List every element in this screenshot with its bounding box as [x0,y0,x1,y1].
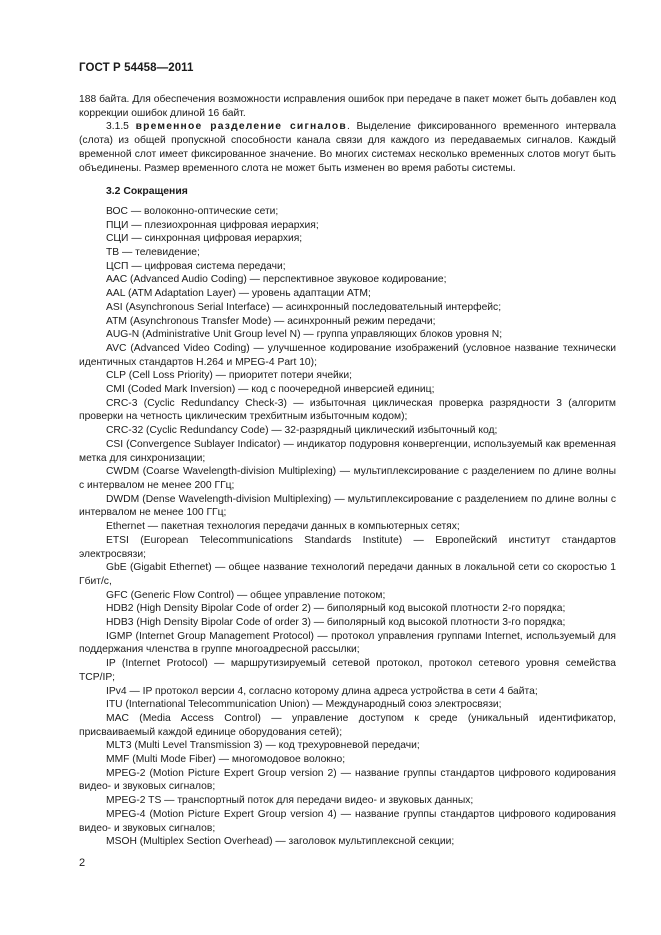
abbreviation-item: MPEG-4 (Motion Picture Expert Group version 4) — название группы стандартов цифрового кодирования видео- и звуковых сигналов; [79,808,616,834]
page-body [79,93,616,849]
abbreviation-item: GFC (Generic Flow Control) — общее управление потоком; [106,589,386,601]
abbreviation-item: ITU (International Telecommunication Union) — Международный союз электросвязи; [106,699,502,711]
clause-number: 3.1.5 [106,121,136,133]
page-number: 2 [79,857,86,869]
abbreviation-item: HDB2 (High Density Bipolar Code of order 2) — биполярный код высокой плотности 2-го порядка; [106,603,566,615]
abbreviation-item: CLP (Cell Loss Priority) — приоритет потери ячейки; [106,370,352,382]
abbreviation-item: DWDM (Dense Wavelength-division Multiplexing) — мультиплексирование с разделением по длине волны с интервалом не менее 100 ГГц; [79,493,616,519]
abbreviation-item: CSI (Convergence Sublayer Indicator) — индикатор подуровня конвергенции, используемый как временная метка для синхронизации; [79,438,616,464]
abbreviation-item: ETSI (European Telecommunications Standards Institute) — Европейский институт стандартов электросвязи; [79,534,616,560]
abbreviation-item: ЦСП — цифровая система передачи; [106,260,286,272]
definition-text: . Выделение фиксированного временного интервала (слота) из общей пропускной способности канала связи для каждого из передаваемых сигналов. Каждый временной слот имеет фиксированное значение. Во многих системах несколько временных слотов могут быть объединены. Размер временного слота не может быть изменен во время работы системы. [79,121,616,174]
abbreviation-item: MPEG-2 TS — транспортный поток для передачи видео- и звуковых данных; [106,795,474,807]
abbreviation-item: AAL (ATM Adaptation Layer) — уровень адаптации ATM; [106,288,371,300]
continuation-paragraph: 188 байта. Для обеспечения возможности исправления ошибок при передаче в пакет может быть добавлен код коррекции ошибок длиной 16 байт. [79,94,616,119]
abbreviation-item: ТВ — телевидение; [106,247,200,259]
abbreviation-item: MAC (Media Access Control) — управление доступом к среде (уникальный идентификатор, присваиваемый каждой единице оборудования сетей); [79,712,616,738]
abbreviation-item: IGMP (Internet Group Management Protocol) — протокол управления группами Internet, используемый для поддержания членства в группе многоадресной рассылки; [79,630,616,656]
document-header: ГОСТ Р 54458—2011 [79,62,194,74]
abbreviations-list [79,205,616,849]
abbreviation-item: СЦИ — синхронная цифровая иерархия; [106,233,303,245]
abbreviation-item: ПЦИ — плезиохронная цифровая иерархия; [106,219,319,231]
abbreviation-item: AUG-N (Administrative Unit Group level N) — группа управляющих блоков уровня N; [106,329,503,341]
abbreviation-item: ВОС — волоконно-оптические сети; [106,205,279,217]
abbreviation-item: MSOH (Multiplex Section Overhead) — заголовок мультиплексной секции; [106,836,455,848]
defined-term: временное разделение сигналов [135,121,347,133]
abbreviation-item: GbE (Gigabit Ethernet) — общее название технологий передачи данных в локальной сети со скоростью 1 Гбит/с, [79,562,616,587]
definition-paragraph [79,120,616,175]
abbreviation-item: CMI (Coded Mark Inversion) — код с поочередной инверсией единиц; [106,384,435,396]
abbreviation-item: CRC-3 (Cyclic Redundancy Check-3) — избыточная циклическая проверка разрядности 3 (алгоритм проверки на четность циклическим трехбитным избыточным кодом); [79,397,616,423]
abbreviation-item: CRC-32 (Cyclic Redundancy Code) — 32-разрядный циклический избыточный код; [106,425,498,437]
abbreviation-item: Ethernet — пакетная технология передачи данных в компьютерных сетях; [106,521,460,533]
abbreviation-item: IP (Internet Protocol) — маршрутизируемый сетевой протокол, протокол сетевого уровня семейства TCP/IP; [79,658,616,683]
abbreviation-item: MPEG-2 (Motion Picture Expert Group version 2) — название группы стандартов цифрового кодирования видео- и звуковых сигналов; [79,767,616,793]
abbreviation-item: HDB3 (High Density Bipolar Code of order 3) — биполярный код высокой плотности 3-го порядка; [106,617,566,629]
abbreviation-item: CWDM (Coarse Wavelength-division Multiplexing) — мультиплексирование с разделением по длине волны с интервалом не менее 200 ГГц; [79,466,616,491]
abbreviation-item: ATM (Asynchronous Transfer Mode) — асинхронный режим передачи; [106,315,436,327]
abbreviation-item: IPv4 — IP протокол версии 4, согласно которому длина адреса устройства в сети 4 байта; [106,685,538,697]
abbreviation-item: MLT3 (Multi Level Transmission 3) — код трехуровневой передачи; [106,740,420,752]
abbreviation-item: AAC (Advanced Audio Coding) — перспективное звуковое кодирование; [106,274,447,286]
section-heading: 3.2 Сокращения [106,186,188,198]
abbreviation-item: ASI (Asynchronous Serial Interface) — асинхронный последовательный интерфейс; [106,301,502,313]
abbreviation-item: MMF (Multi Mode Fiber) — многомодовое волокно; [106,754,346,766]
abbreviation-item: AVC (Advanced Video Coding) — улучшенное кодирование изображений (условное название технически идентичных стандартов H.264 и MPEG-4 Part 10); [79,342,616,368]
